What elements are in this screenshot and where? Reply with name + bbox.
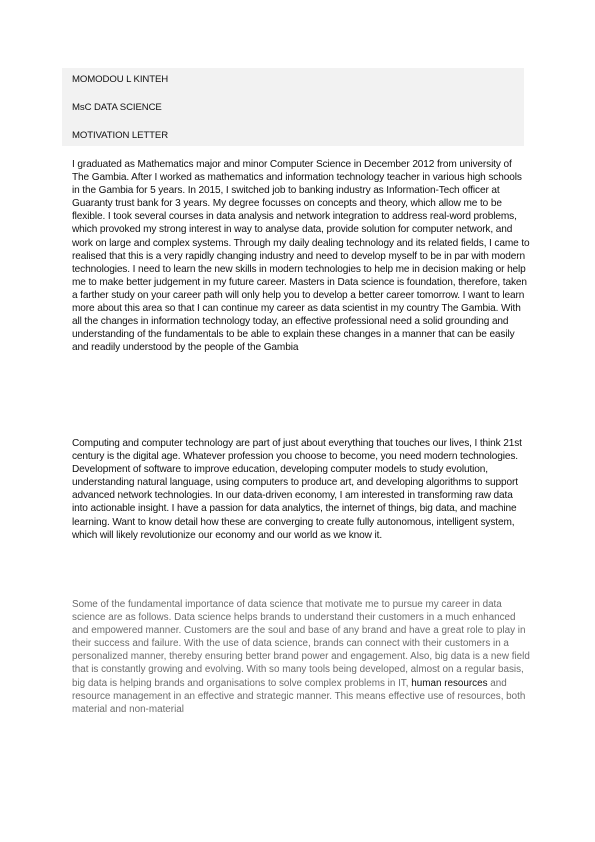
author-name: MOMODOU L KINTEH xyxy=(72,74,169,85)
paragraph-background: I graduated as Mathematics major and minor Computer Science in December 2012 from university of The Gambia. After I worked as mathematics and information technology teacher in various high schools in the Gambia for 5 years. In 2015, I switched job to banking industry as Information-Tech officer at Guaranty trust bank for 3 years. My degree focusses on concepts and theory, which allow me to be flexible. I took several courses in data analysis and network integration to address real-word problems, which provoked my strong interest in way to analyse data, provide solution for computer network, and work on large and complex systems. Through my daily dealing technology and its related fields, I came to realised that this is a very rapidly changing industry and need to develop myself to be in par with modern technologies. I need to learn the new skills in modern technologies to help me in decision making or help me to make better judgement in my future career. Masters in Data science is foundation, therefore, taken a farther study on your career path will only help you to develop a better career tomorrow. I want to learn more about this area so that I can continue my career as data scientist in my country The Gambia. With all the changes in information technology today, an effective professional need a solid grounding and understanding of the fundamentals to be able to explain these changes in a manner that can be easily and readily understood by the people of the Gambia xyxy=(72,159,530,354)
human-resources-link[interactable]: human resources xyxy=(411,677,488,689)
paragraph-technology: Computing and computer technology are part of just about everything that touches our lives, I think 21st century is the digital age. Whatever profession you choose to become, you need modern technologies. Development of software to improve education, developing computer models to study evolution, understanding natural language, using computers to produce art, and developing algorithms to support advanced network technologies. In our data-driven economy, I am interested in transforming raw data into actionable insight. I have a passion for data analytics, the internet of things, big data, and machine learning. Want to know detail how these are converging to create fully autonomous, intelligent system, which will likely revolutionize our economy and our world as we know it. xyxy=(72,438,522,541)
paragraph-importance-part2: and resource management in an effective and strategic manner. This means effective use of resources, both material and non-material xyxy=(72,677,526,715)
program-title: MsC DATA SCIENCE xyxy=(72,102,162,113)
paragraph-importance xyxy=(72,598,530,716)
document-title: MOTIVATION LETTER xyxy=(72,130,169,141)
paragraph-importance-part1: Some of the fundamental importance of data science that motivate me to pursue my career in data science are as follows. Data science helps brands to understand their customers in a much enhanced and empowered manner. Customers are the soul and base of any brand and have a great role to play in their success and failure. With the use of data science, brands can connect with their customers in a personalized manner, thereby ensuring better brand power and engagement. Also, big data is a new field that is constantly growing and evolving. With so many tools being developed, almost on a regular basis, big data is helping brands and organisations to solve complex problems in IT, xyxy=(72,599,530,689)
